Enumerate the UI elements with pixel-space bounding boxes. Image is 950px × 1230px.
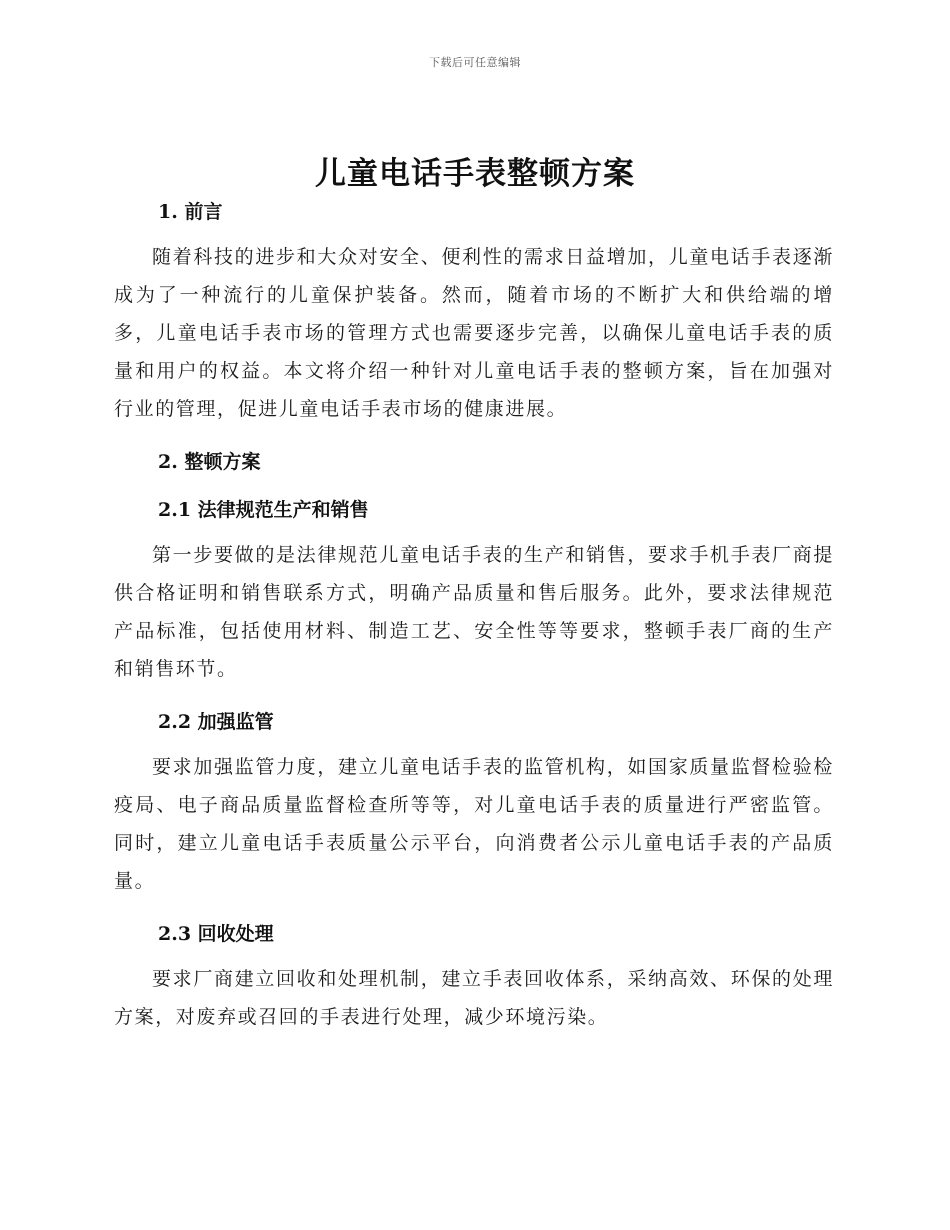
section-heading-regulation: 2.1 法律规范生产和销售 <box>158 499 369 521</box>
section-paragraph-preface: 随着科技的进步和大众对安全、便利性的需求日益增加，儿童电话手表逐渐成为了一种流行的儿童保护装备。然而，随着市场的不断扩大和供给端的增多，儿童电话手表市场的管理方式也需要逐步完善，以确保儿童电话手表的质量和用户的权益。本文将介绍一种针对儿童电话手表的整顿方案，旨在加强对行业的管理，促进儿童电话手表市场的健康进展。 <box>114 246 834 420</box>
section-heading-supervision: 2.2 加强监管 <box>158 711 274 733</box>
document-body <box>114 198 834 1036</box>
header-note: 下载后可任意编辑 <box>429 56 521 69</box>
section-paragraph-supervision: 要求加强监管力度，建立儿童电话手表的监管机构，如国家质量监督检验检疫局、电子商品质量监督检查所等等，对儿童电话手表的质量进行严密监管。同时，建立儿童电话手表质量公示平台，向消费者公示儿童电话手表的产品质量。 <box>114 756 834 892</box>
section-paragraph-recycling: 要求厂商建立回收和处理机制，建立手表回收体系，采纳高效、环保的处理方案，对废弃或召回的手表进行处理，减少环境污染。 <box>114 968 834 1028</box>
document-title: 儿童电话手表整顿方案 <box>315 156 635 192</box>
section-heading-preface: 1. 前言 <box>158 201 223 223</box>
section-paragraph-regulation: 第一步要做的是法律规范儿童电话手表的生产和销售，要求手机手表厂商提供合格证明和销售联系方式，明确产品质量和售后服务。此外，要求法律规范产品标准，包括使用材料、制造工艺、安全性等等要求，整顿手表厂商的生产和销售环节。 <box>114 544 834 680</box>
section-heading-plan: 2. 整顿方案 <box>158 451 261 473</box>
section-heading-recycling: 2.3 回收处理 <box>158 923 274 945</box>
